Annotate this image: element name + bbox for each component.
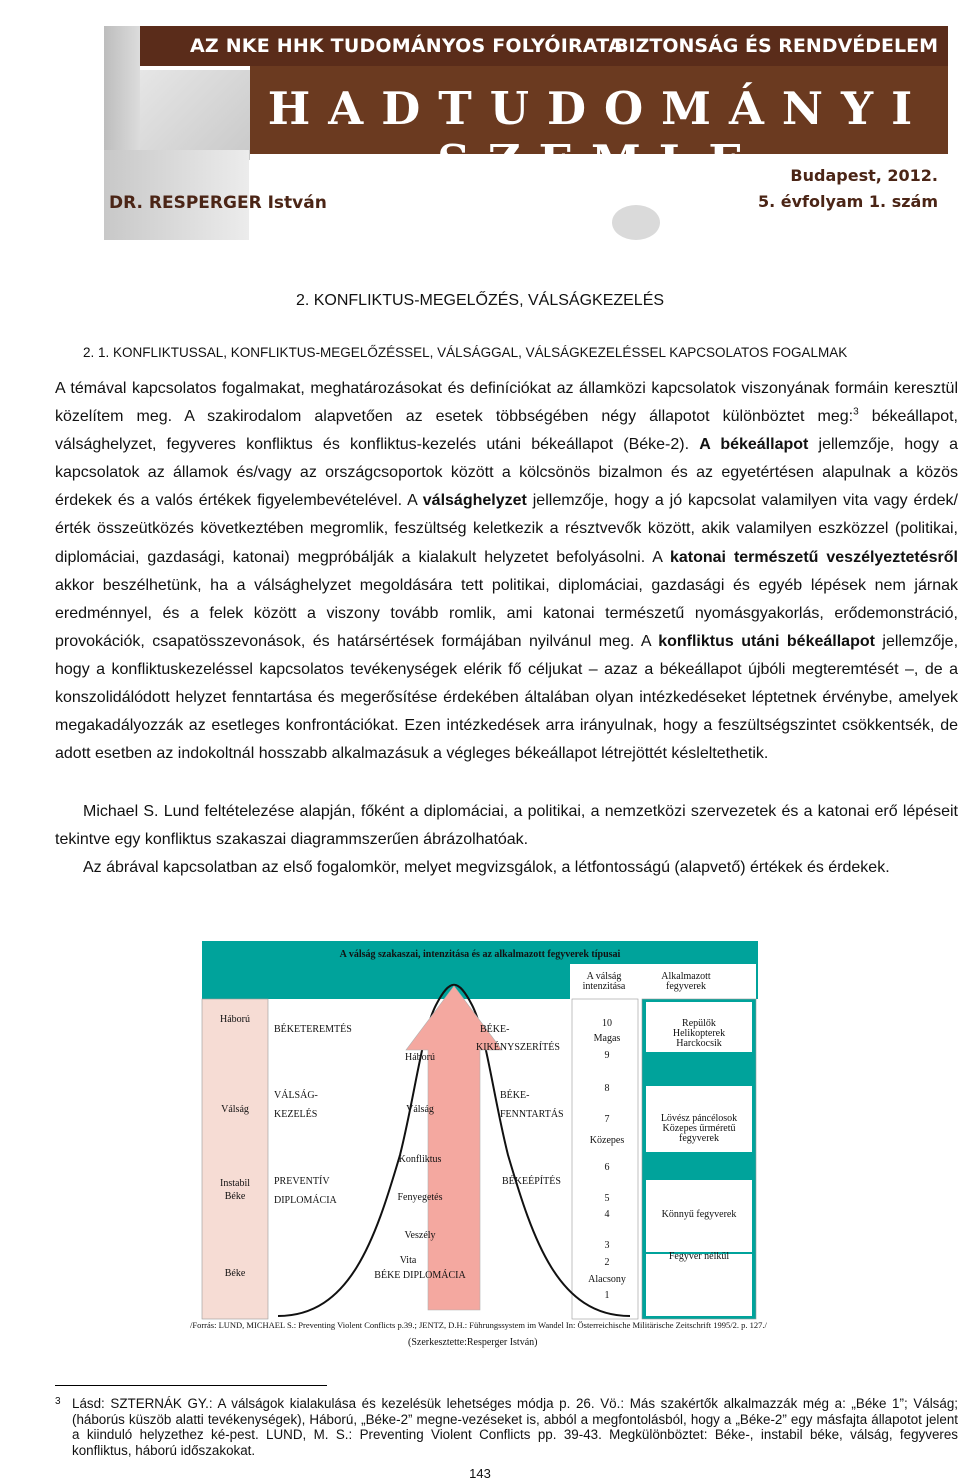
intensity-value: 6 <box>604 1162 610 1173</box>
term-bold: válsághelyzet <box>422 492 527 510</box>
paragraph <box>55 375 958 768</box>
curve-label: Veszély <box>404 1230 436 1241</box>
intensity-col-header: intenzitása <box>582 981 626 992</box>
phase-label: KIKÉNYSZERÍTÉS <box>476 1042 560 1053</box>
phase-label: PREVENTÍV <box>274 1176 330 1187</box>
paragraph: Michael S. Lund feltételezése alapján, főként a diplomáciai, a politikai, a nemzetközi szervezetek és a katonai erő lépéseit tekintve egy konfliktus szakaszai diagrammszerűen ábrázolhatóak. <box>55 803 958 849</box>
footnote-text: Lásd: SZTERNÁK GY.: A válságok kialakulása és kezelésük lehetséges módja p. 26. Vö.: Más szakértők alkalmazzák még a: „Béke 1”; Válság; (háborús küszöb alatti tevékenységek), Háború, „Béke-2” megne-vezéseket is, abból a megfontolásból, hogy a „Béke-2” egy másfajta állapotot jelent a kiinduló helyzethez ké-pest. LUND, M. S.: Preventing Violent Conflicts pp. 39-43. Megkülönböztet: Béke-, instabil béke, válság, fegyveres konfliktus, háború időszakokat. <box>72 1396 958 1458</box>
weapon-type: fegyverek <box>679 1133 719 1144</box>
weapon-type: Lövész páncélosok <box>660 1113 738 1124</box>
phase-label: KEZELÉS <box>274 1109 318 1120</box>
phase-label: DIPLOMÁCIA <box>274 1195 337 1206</box>
footnote <box>55 1396 958 1458</box>
curve-label: Konfliktus <box>398 1154 442 1165</box>
curve-label: Háború <box>405 1052 435 1063</box>
phase-label: BÉKE- <box>480 1024 510 1035</box>
header-decoration <box>612 205 660 240</box>
header-topbar <box>140 26 948 66</box>
phase-label: BÉKETEREMTÉS <box>274 1024 352 1035</box>
intensity-value: 10 <box>602 1018 612 1029</box>
weapon-type: Repülők <box>682 1018 716 1029</box>
state-label: Háború <box>220 1014 250 1025</box>
text-run: jellemzője, hogy a konfliktuskezeléssel kapcsolatos tevékenységek elérik fő céljukat – azaz a békeállapot újbóli megteremtését –, de a konszolidálódott helyzet fenntartása és megerősítése érdekében általában olyan intézkedéseket léptetnek érvénybe, amelyek megakadályozzák az esetleges konfrontációkat. Ezen intézkedések arra irányulnak, hogy a feszültségszintet csökkentsék, de adott esetben az indokoltnál hosszabb alkalmazásuk a végleges békeállapot létrejöttét késleltethetik. <box>55 632 959 763</box>
state-label: Válság <box>221 1104 249 1115</box>
page-number: 143 <box>469 1466 491 1481</box>
term-bold: katonai természetű veszélyeztetésről <box>669 548 959 566</box>
journal-category: BIZTONSÁG ÉS RENDVÉDELEM <box>614 35 938 57</box>
weapons-cell-none <box>646 1254 752 1316</box>
intensity-value: 5 <box>604 1193 610 1204</box>
curve-label: Vita <box>399 1255 417 1266</box>
weapons-col-header: fegyverek <box>666 981 706 992</box>
weapon-type: Fegyver nélkül <box>668 1251 730 1262</box>
state-label: Béke <box>224 1191 246 1202</box>
state-label: Instabil <box>220 1178 250 1189</box>
publication-info <box>758 163 938 215</box>
footnote-rule <box>55 1385 327 1386</box>
weapon-type: Közepes űrméretű <box>662 1123 736 1134</box>
footnote-ref[interactable]: 3 <box>853 406 859 418</box>
place-year: Budapest, 2012. <box>790 166 938 185</box>
intensity-value: 1 <box>604 1290 610 1301</box>
intensity-value: 7 <box>604 1114 610 1125</box>
phase-label: VÁLSÁG- <box>274 1090 318 1101</box>
paragraph: Az ábrával kapcsolatban az első fogalomkör, melyet megvizsgálok, a létfontosságú (alapvető) értékek és érdekek. <box>83 859 890 876</box>
phase-label: BÉKE- <box>500 1090 530 1101</box>
intensity-level: Alacsony <box>588 1274 626 1285</box>
weapon-type: Helikopterek <box>672 1028 726 1039</box>
diagram-editor-note: (Szerkesztette:Resperger István) <box>408 1337 538 1348</box>
text-run: békeállapot, válsághelyzet, fegyveres konfliktus és konfliktus-kezelés utáni békeállapot (Béke-2). <box>55 408 959 454</box>
footnote-mark: 3 <box>55 1396 61 1407</box>
volume-issue: 5. évfolyam 1. szám <box>757 192 938 211</box>
subsection-title: 2. 1. KONFLIKTUSSAL, KONFLIKTUS-MEGELŐZÉSSEL, VÁLSÁGGAL, VÁLSÁGKEZELÉSSEL KAPCSOLATOS FOGALMAK <box>83 345 848 360</box>
diagram-source: /Forrás: LUND, MICHAEL S.: Preventing Violent Conflicts p.39.; JENTZ, D.H.: Führungssystem im Wandel In: Österreichische Militärische Zeitschrift 1995/2. p. 127./ <box>190 1320 767 1330</box>
phase-label: FENNTARTÁS <box>500 1109 564 1120</box>
phase-label: BÉKE DIPLOMÁCIA <box>374 1270 466 1281</box>
curve-label: Válság <box>406 1104 434 1115</box>
intensity-value: 9 <box>604 1050 610 1061</box>
header-decoration <box>140 70 250 160</box>
term-bold: konfliktus utáni békeállapot <box>658 632 875 650</box>
intensity-column <box>572 999 638 1319</box>
crisis-stages-diagram <box>200 940 760 1320</box>
text-run: akkor beszélhetünk, ha a válsághelyzet megoldására tett politikai, diplomáciai, gazdasági és egyéb lépések nem járnak eredménnyel, és a felek között a viszony tovább romlik, ami katonai természetű nyomásgyakorlás, erődemonstráció, provokációk, csapatösszevonások, és határsértések formájában nyilvánul meg. A <box>55 576 958 650</box>
text-run: jellemzője, hogy a jó kapcsolat valamilyen vita vagy érdek/érték összeütközés következtében megromlik, feszültség keletkezik a résztvevők között, akik valamilyen eszközzel (politikai, diplomáciai, gazdasági, katonai) megpróbálják a kialakult helyzetet befolyásolni. A <box>55 492 959 566</box>
intensity-value: 8 <box>604 1083 610 1094</box>
section-title: 2. KONFLIKTUS-MEGELŐZÉS, VÁLSÁGKEZELÉS <box>295 292 665 309</box>
header-decoration <box>104 26 140 156</box>
weapon-type: Könnyű fegyverek <box>661 1209 737 1220</box>
journal-title: HADTUDOMÁNYI SZEMLE <box>267 82 931 188</box>
intensity-level: Magas <box>593 1033 621 1044</box>
intensity-level: Közepes <box>589 1135 625 1146</box>
state-label: Béke <box>224 1268 246 1279</box>
intensity-value: 2 <box>604 1257 610 1268</box>
article-author: DR. RESPERGER István <box>109 193 327 213</box>
intensity-col-header: A válság <box>586 971 622 982</box>
diagram-title: A válság szakaszai, intenzitása és az alkalmazott fegyverek típusai <box>339 949 621 960</box>
text-run: A témával kapcsolatos fogalmakat, meghatározásokat és definíciókat az államközi kapcsolatok viszonyának formáin keresztül közelítem meg. A szakirodalom alapvetően az esetek többségében négy állapotot különböztet meg: <box>55 380 958 426</box>
journal-publisher: AZ NKE HHK TUDOMÁNYOS FOLYÓIRATA <box>190 35 623 57</box>
weapons-col-header: Alkalmazott <box>661 971 711 982</box>
phase-label: BÉKEÉPÍTÉS <box>502 1176 561 1187</box>
intensity-value: 3 <box>604 1240 610 1251</box>
text-run: jellemzője, hogy a kapcsolatok az államok és/vagy az országcsoportok között a kölcsönös bizalmon és az egyetértésen alapulnak a közös érdekek és a valós értékek figyelembevételével. A <box>55 436 959 510</box>
curve-label: Fenyegetés <box>397 1192 443 1203</box>
term-bold: A békeállapot <box>699 436 809 454</box>
weapon-type: Harckocsik <box>676 1038 722 1049</box>
intensity-value: 4 <box>604 1209 610 1220</box>
